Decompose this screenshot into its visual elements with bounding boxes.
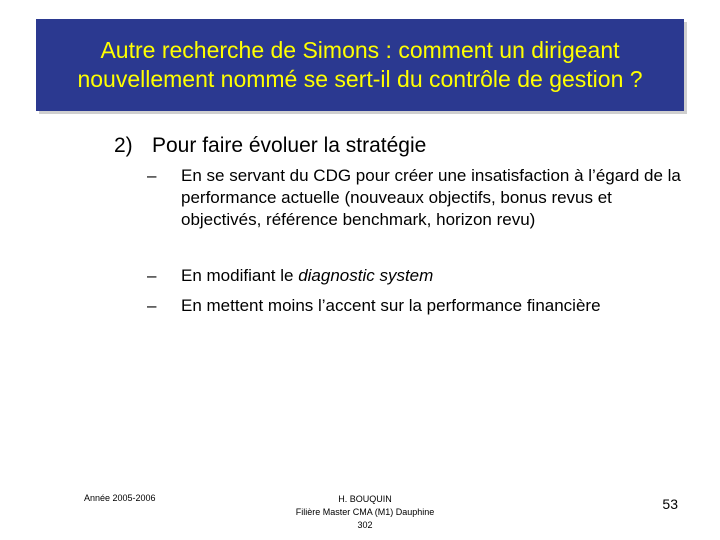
bullet-dash: –	[147, 266, 157, 285]
page-number: 53	[662, 496, 678, 512]
footer-program: Filière Master CMA (M1) Dauphine	[295, 507, 435, 517]
main-point	[114, 133, 426, 159]
slide-title: Autre recherche de Simons : comment un dirigeant nouvellement nommé se sert-il du contrôle de gestion ?	[77, 37, 643, 92]
footer-code: 302	[357, 520, 373, 530]
title-banner	[36, 19, 684, 111]
sub-bullet-2	[147, 265, 687, 287]
point-text: Pour faire évoluer la stratégie	[152, 134, 427, 157]
sub-bullet-3	[147, 295, 687, 317]
bullet-text-italic: diagnostic system	[298, 266, 434, 285]
bullet-dash: –	[147, 166, 157, 185]
bullet-text-regular: En modifiant le	[181, 266, 299, 285]
point-number: 2)	[114, 134, 133, 157]
bullet-text: En se servant du CDG pour créer une insatisfaction à l’égard de la performance actuelle (nouveaux objectifs, bonus revus et objectivés, référence benchmark, horizon revu)	[181, 166, 681, 229]
footer-year: Année 2005-2006	[84, 493, 156, 503]
bullet-dash: –	[147, 296, 157, 315]
footer-author-block	[250, 493, 480, 532]
bullet-text: En mettent moins l’accent sur la performance financière	[181, 296, 601, 315]
bullet-text	[181, 265, 687, 287]
footer-author: H. BOUQUIN	[338, 494, 392, 504]
sub-bullet-1	[147, 165, 687, 231]
